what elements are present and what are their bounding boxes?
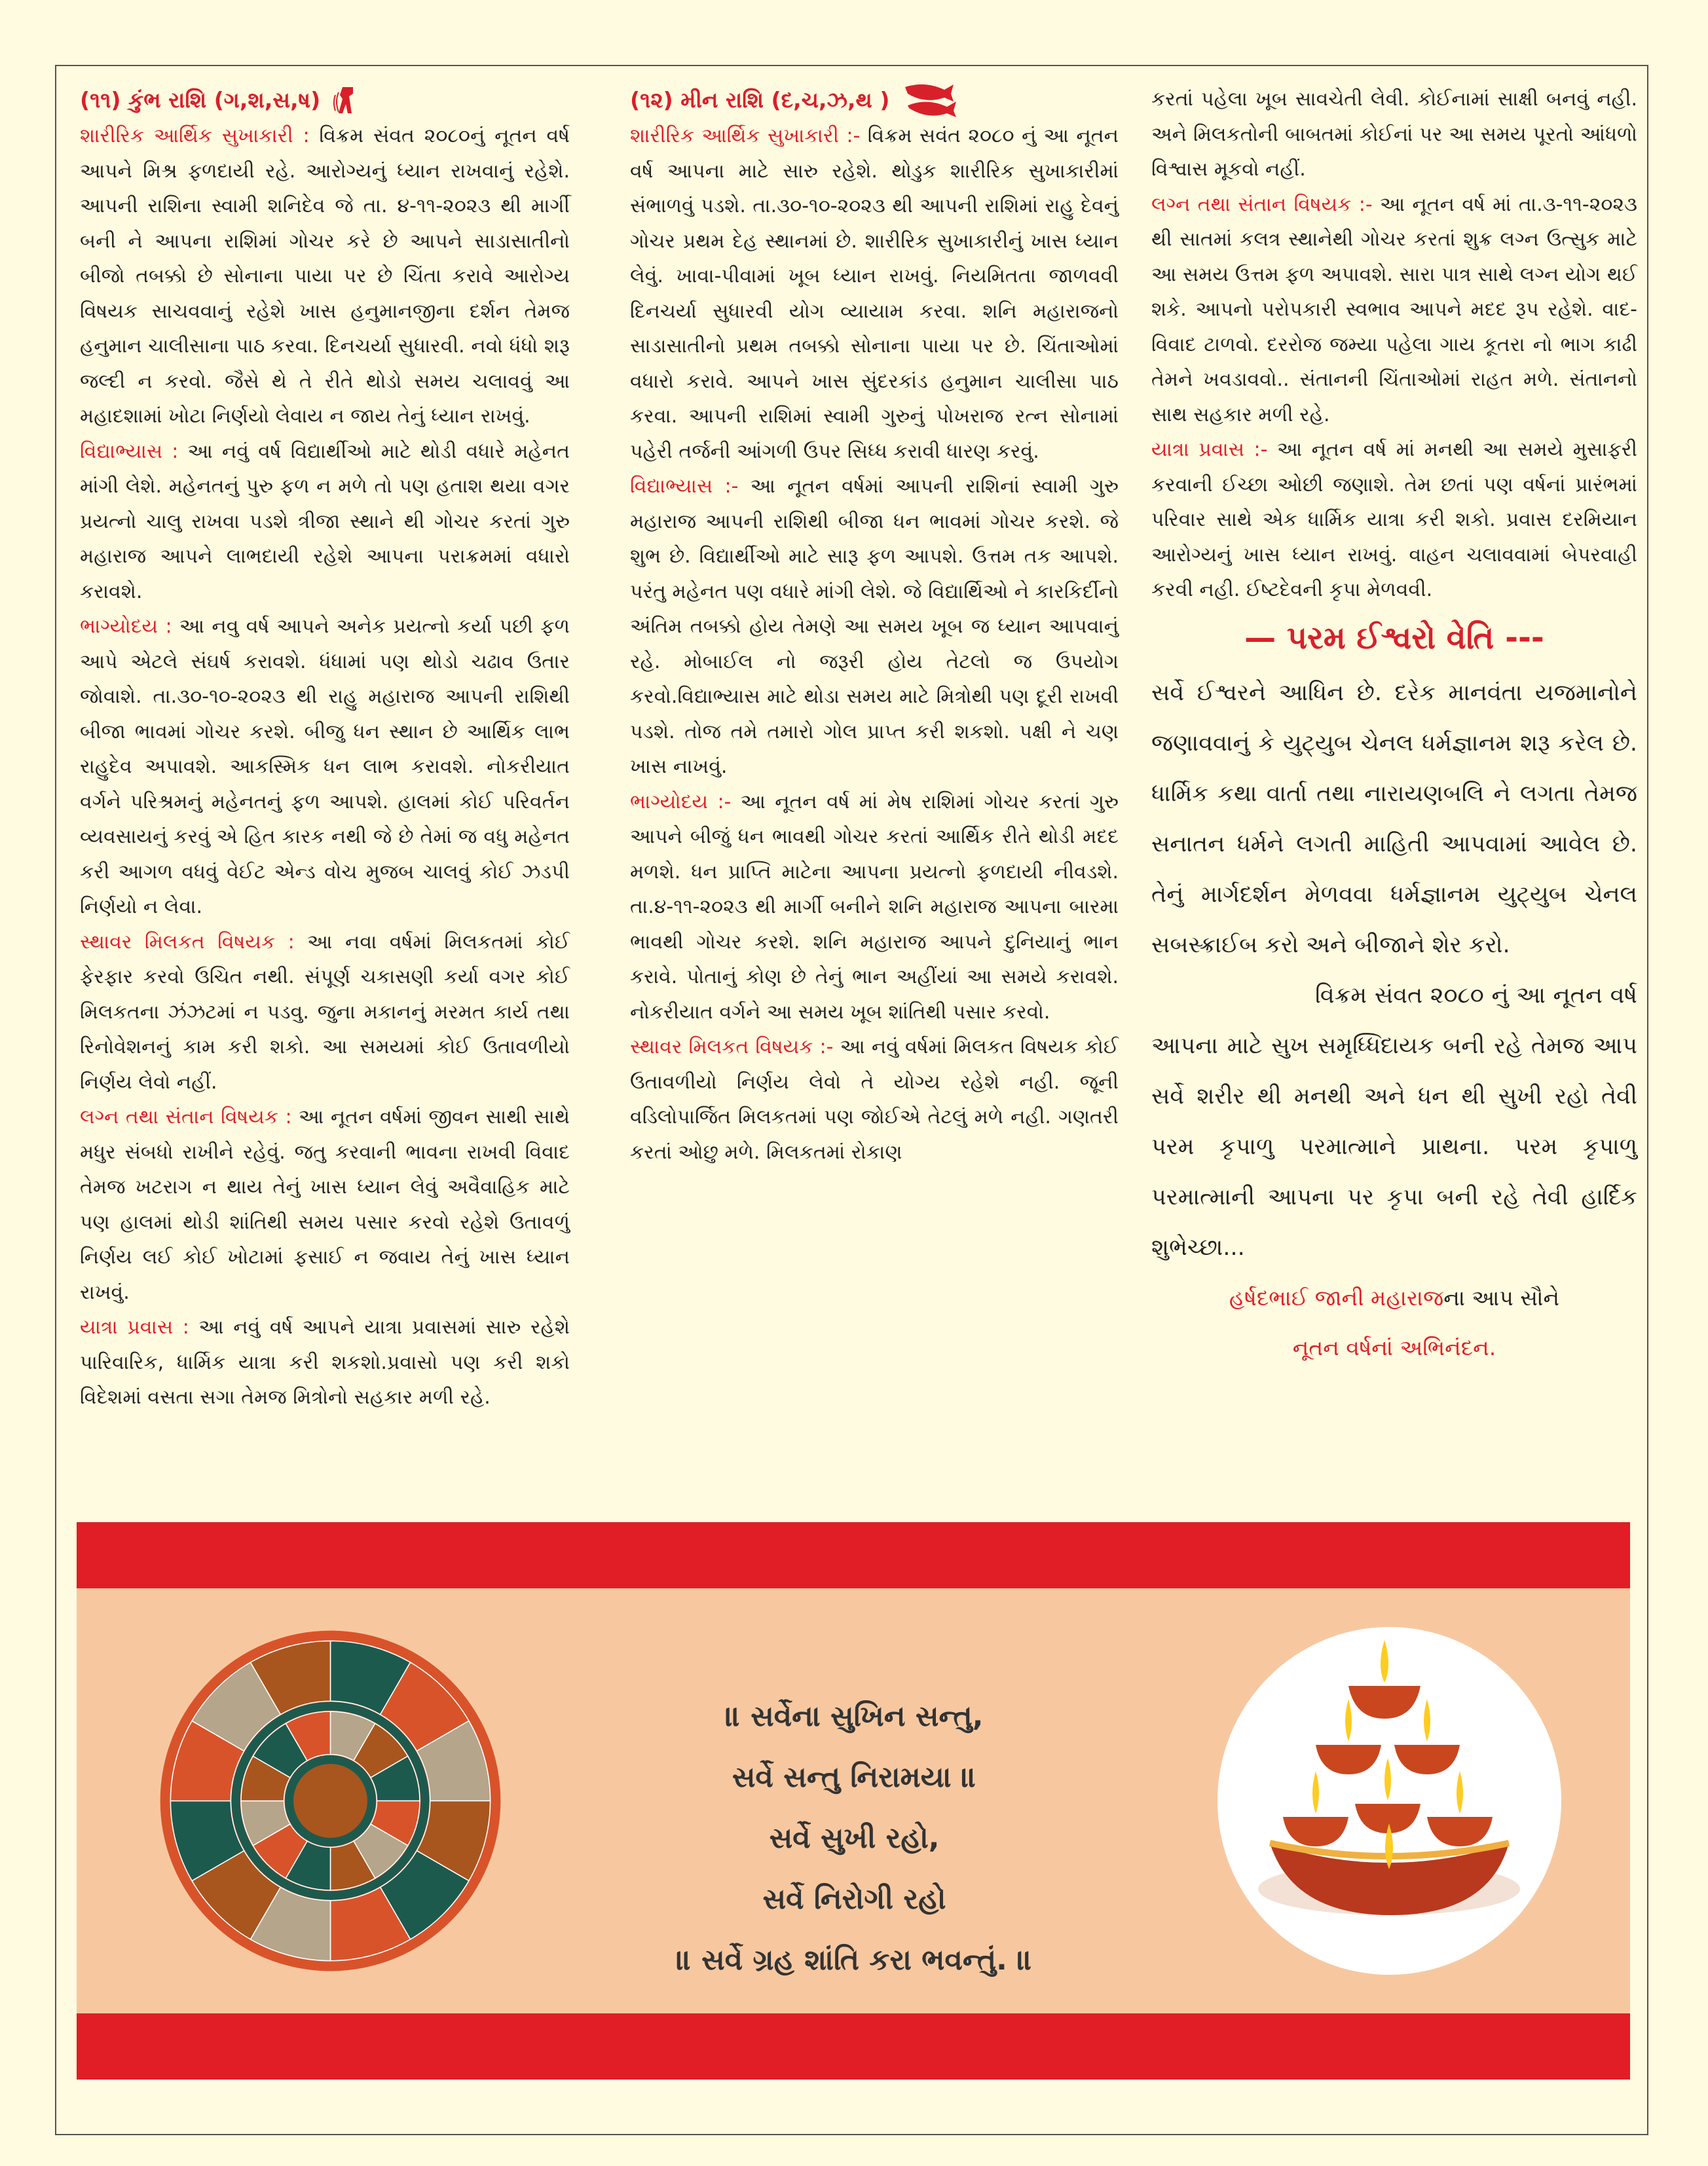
verse-line: સર્વે સન્તુ નિરામયા ॥	[732, 1761, 977, 1794]
meen-title: (૧૨) મીન રાશિ (દ,ચ,ઝ,થ )	[630, 82, 1119, 119]
diya-lamps-icon	[1217, 1627, 1561, 1975]
kumbh-title: (૧૧) કુંભ રાશિ (ગ,શ,સ,ષ)	[80, 82, 570, 119]
para-health: શારીરિક આર્થિક સુખાકારી : વિક્રમ સંવત ૨૦૮૦નું નૂતન વર્ષ આપને મિશ્ર ફળદાયી રહે. આરોગ્યનું ધ્યાન રાખવાનું રહેશે. આપની રાશિના સ્વામી શનિદેવ જે તા. ૪-૧૧-૨૦૨૩ થી માર્ગી બની ને આપના રાશિમાં ગોચર કરે છે આપને સાડાસાતીનો બીજો તબક્કો છે સોનાના પાયા પર છે ચિંતા કરાવે આરોગ્ય વિષયક સાચવવાનું રહેશે ખાસ હનુમાનજીના દર્શન તેમજ હનુમાન ચાલીસાના પાઠ કરવા. દિનચર્યા સુધારવી. નવો ધંધો શરૂ જલ્દી ન કરવો. જૈસે થે તે રીતે થોડો સમય ચલાવવું આ મહાદશામાં ખોટા નિર્ણયો લેવાય ન જાય તેનું ધ્યાન રાખવું.	[80, 124, 570, 428]
para-marriage: લગ્ન તથા સંતાન વિષયક :- આ નૂતન વર્ષ માં તા.૩-૧૧-૨૦૨૩ થી સાતમાં કલત્ર સ્થાનેથી ગોચર કરતાં શુક્ર લગ્ન ઉત્સુક માટે આ સમય ઉત્તમ ફળ અપાવશે. સારા પાત્ર સાથે લગ્ન યોગ થઈ શકે. આપનો પરોપકારી સ્વભાવ આપને મદદ રૂપ રહેશે. વાદ-વિવાદ ટાળવો. દરરોજ જમ્યા પહેલા ગાય કૂતરા નો ભાગ કાઢી તેમને ખવડાવવો.. સંતાનની ચિંતાઓમાં રાહત મળે. સંતાનનો સાથ સહકાર મળી રહે.	[1151, 193, 1637, 426]
zodiac-wheel-icon	[158, 1627, 502, 1975]
new-year-wishes: વિક્રમ સંવત ૨૦૮૦ નું આ નૂતન વર્ષ આપના માટે સુખ સમૃધ્ધિદાયક બની રહે તેમજ આપ સર્વે શરીર થી મનથી અને ધન થી સુખી રહો તેવી પરમ કૃપાળુ પરમાત્માને પ્રાથના. પરમ કૃપાળુ પરમાત્માની આપના પર કૃપા બની રહે તેવી હાર્દિક શુભેચ્છા...	[1151, 982, 1637, 1261]
para-travel: યાત્રા પ્રવાસ : આ નવું વર્ષ આપને યાત્રા પ્રવાસમાં સારુ રહેશે પારિવારિક, ધાર્મિક યાત્રા કરી શકશો.પ્રવાસો પણ કરી શકો વિદેશમાં વસતા સગા તેમજ મિત્રોનો સહકાર મળી રહે.	[80, 1316, 570, 1409]
aquarius-icon	[333, 86, 356, 115]
para-property: સ્થાવર મિલકત વિષયક :- આ નવું વર્ષમાં મિલકત વિષયક કોઈ ઉતાવળીયો નિર્ણય લેવો તે યોગ્ય રહેશે નહી. જૂની વડિલોપાર્જિત મિલકતમાં પણ જોઈએ તેટલું મળે નહી. ગણતરી કરતાં ઓછુ મળે. મિલકતમાં રોકાણ	[630, 1036, 1119, 1164]
column-kumbh	[80, 82, 570, 1415]
para-fortune: ભાગ્યોદય : આ નવુ વર્ષ આપને અનેક પ્રયત્નો કર્યા પછી ફળ આપે એટલે સંઘર્ષ કરાવશે. ધંધામાં પણ થોડો ચઢાવ ઉતાર જોવાશે. તા.૩૦-૧૦-૨૦૨૩ થી રાહુ મહારાજ આપની રાશિથી બીજા ભાવમાં ગોચર કરશે. બીજુ ધન સ્થાન છે આર્થિક લાભ રાહુદેવ અપાવશે. આકસ્મિક ધન લાભ કરાવશે. નોકરીયાત વર્ગને પરિશ્રમનું મહેનતનું ફળ આપશે. હાલમાં કોઈ પરિવર્તન વ્યવસાયનું કરવું એ હિત કારક નથી જે છે તેમાં જ વધુ મહેનત કરી આગળ વધવું વેઈટ એન્ડ વોચ મુજબ ચાલવું કોઈ ઝડપી નિર્ણયો ન લેવા.	[80, 615, 570, 918]
para-marriage: લગ્ન તથા સંતાન વિષયક : આ નૂતન વર્ષમાં જીવન સાથી સાથે મધુર સંબધો રાખીને રહેવું. જતુ કરવાની ભાવના રાખવી વિવાદ તેમજ ખટરાગ ન થાય તેનું ખાસ ધ્યાન લેવું અવૈવાહિક માટે પણ હાલમાં થોડી શાંતિથી સમય પસાર કરવો રહેશે ઉતાવળું નિર્ણય લઈ કોઈ ખોટામાં ફસાઈ ન જવાય તેનું ખાસ ધ્યાન રાખવું.	[80, 1106, 570, 1304]
verses	[535, 1686, 1174, 1990]
red-band-bottom	[77, 2013, 1630, 2080]
wheel-center	[289, 1760, 372, 1842]
para-fortune: ભાગ્યોદય :- આ નૂતન વર્ષ માં મેષ રાશિમાં ગોચર કરતાં ગુરુ આપને બીજું ધન ભાવથી ગોચર કરતાં આર્થિક રીતે થોડી મદદ મળશે. ધન પ્રાપ્તિ માટેના આપના પ્રયત્નો ફળદાયી નીવડશે. તા.૪-૧૧-૨૦૨૩ થી માર્ગી બનીને શનિ મહારાજ આપના બારમા ભાવથી ગોચર કરશે. શનિ મહારાજ આપને દુનિયાનું ભાન કરાવે. પોતાનું કોણ છે તેનું ભાન અહીંયાં આ સમયે કરાવશે. નોકરીયાત વર્ગને આ સમય ખૂબ શાંતિથી પસાર કરવો.	[630, 790, 1119, 1024]
column-three	[1151, 82, 1637, 1373]
para-health: શારીરિક આર્થિક સુખાકારી :- વિક્રમ સવંત ૨૦૮૦ નું આ નૂતન વર્ષ આપના માટે સારુ રહેશે. થોડુક શારીરિક સુખાકારીમાં સંભાળવું પડશે. તા.૩૦-૧૦-૨૦૨૩ થી આપની રાશિમાં રાહુ દેવનું ગોચર પ્રથમ દેહ સ્થાનમાં છે. શારીરિક સુખાકારીનું ખાસ ધ્યાન લેવું. ખાવા-પીવામાં ખૂબ ધ્યાન રાખવું. નિયમિતતા જાળવવી દિનચર્યા સુધારવી યોગ વ્યાયામ કરવા. શનિ મહારાજનો સાડાસાતીનો પ્રથમ તબક્કો સોનાના પાયા પર છે. ચિંતાઓમાં વધારો કરાવે. આપને ખાસ સુંદરકાંડ હનુમાન ચાલીસા પાઠ કરવા. આપની રાશિમાં સ્વામી ગુરુનું પોખરાજ રત્ન સોનામાં પહેરી તર્જની આંગળી ઉપર સિધ્ધ કરાવી ધારણ કરવું.	[630, 124, 1119, 463]
signature: હર્ષદભાઈ જાની મહારાજના આપ સૌને નૂતન વર્ષનાં અભિનંદન.	[1229, 1284, 1560, 1360]
youtube-notice: સર્વે ઈશ્વરને આધિન છે. દરેક માનવંતા યજમાનોને જણાવવાનું કે યુટ્યુબ ચેનલ ધર્મજ્ઞાનમ શરૂ કરેલ છે. ધાર્મિક કથા વાર્તા તથા નારાયણબલિ ને લગતા તેમજ સનાતન ધર્મને લગતી માહિતી આપવામાં આવેલ છે. તેનું માર્ગદર્શન મેળવવા ધર્મજ્ઞાનમ યુટ્યુબ ચેનલ સબસ્ક્રાઈબ કરો અને બીજાને શેર કરો.	[1151, 679, 1637, 958]
greeting: નૂતન વર્ષનાં અભિનંદન.	[1292, 1334, 1496, 1360]
verse-line: ॥ સર્વે ગ્રહ શાંતિ કરા ભવન્તું. ॥	[676, 1943, 1033, 1977]
pisces-icon	[902, 82, 961, 119]
verse-line: સર્વે નિરોગી રહો	[762, 1882, 946, 1916]
para-education: વિદ્યાભ્યાસ : આ નવું વર્ષ વિદ્યાર્થીઓ માટે થોડી વધારે મહેનત માંગી લેશે. મહેનતનું પુરુ ફળ ન મળે તો પણ હતાશ થયા વગર પ્રયત્નો ચાલુ રાખવા પડશે ત્રીજા સ્થાને થી ગોચર કરતાં ગુરુ મહારાજ આપને લાભદાયી રહેશે આપના પરાક્રમમાં વધારો કરાવશે.	[80, 439, 570, 603]
bottom-banner	[77, 1522, 1630, 2080]
verse-line: ॥ સર્વેના સુખિન સન્તુ,	[725, 1700, 984, 1733]
verse-line: સર્વે સુખી રહો,	[769, 1821, 940, 1855]
para-education: વિદ્યાભ્યાસ :- આ નૂતન વર્ષમાં આપની રાશિનાં સ્વામી ગુરુ મહારાજ આપની રાશિથી બીજા ધન ભાવમાં ગોચર કરશે. જે શુભ છે. વિદ્યાર્થીઓ માટે સારૂ ફળ આપશે. ઉત્તમ તક આપશે. પરંતુ મહેનત પણ વધારે માંગી લેશે. જે વિદ્યાર્થિઓ ને કારકિર્દીનો અંતિમ તબક્કો હોય તેમણે આ સમય ખૂબ જ ધ્યાન આપવાનું રહે. મોબાઈલ નો જરૂરી હોય તેટલો જ ઉપયોગ કરવો.વિદ્યાભ્યાસ માટે થોડા સમય માટે મિત્રોથી પણ દૂરી રાખવી પડશે. તોજ તમે તમારો ગોલ પ્રાપ્ત કરી શકશો. પક્ષી ને ચણ ખાસ નાખવું.	[630, 475, 1119, 778]
signature-name: હર્ષદભાઈ જાની મહારાજ	[1229, 1284, 1444, 1311]
red-band-top	[77, 1522, 1630, 1588]
param-heading: — પરમ ઈશ્વરો વેતિ ---	[1244, 619, 1544, 656]
para-travel: યાત્રા પ્રવાસ :- આ નૂતન વર્ષ માં મનથી આ સમયે મુસાફરી કરવાની ઈચ્છા ઓછી જણાશે. તેમ છતાં પણ વર્ષનાં પ્રારંભમાં પરિવાર સાથે એક ધાર્મિક યાત્રા કરી શકો. પ્રવાસ દરમિયાન આરોગ્યનું ખાસ ધ્યાન રાખવું. વાહન ચલાવવામાં બેપરવાહી કરવી નહી. ઈષ્ટદેવની કૃપા મેળવવી.	[1151, 438, 1637, 601]
para-property-continued: કરતાં પહેલા ખૂબ સાવચેતી લેવી. કોઈનામાં સાક્ષી બનવું નહી. અને મિલકતોની બાબતમાં કોઈનાં પર આ સમય પૂરતો આંધળો વિશ્વાસ મૂકવો નહીં.	[1151, 88, 1637, 181]
column-meen	[630, 82, 1119, 1170]
para-property: સ્થાવર મિલકત વિષયક : આ નવા વર્ષમાં મિલકતમાં કોઈ ફેરફાર કરવો ઉચિત નથી. સંપૂર્ણ ચકાસણી કર્યા વગર કોઈ મિલકતના ઝંઝટમાં ન પડવુ. જુના મકાનનું મરમત કાર્ય તથા રિનોવેશનનું કામ કરી શકો. આ સમયમાં કોઈ ઉતાવળીયો નિર્ણય લેવો નહીં.	[80, 930, 570, 1094]
